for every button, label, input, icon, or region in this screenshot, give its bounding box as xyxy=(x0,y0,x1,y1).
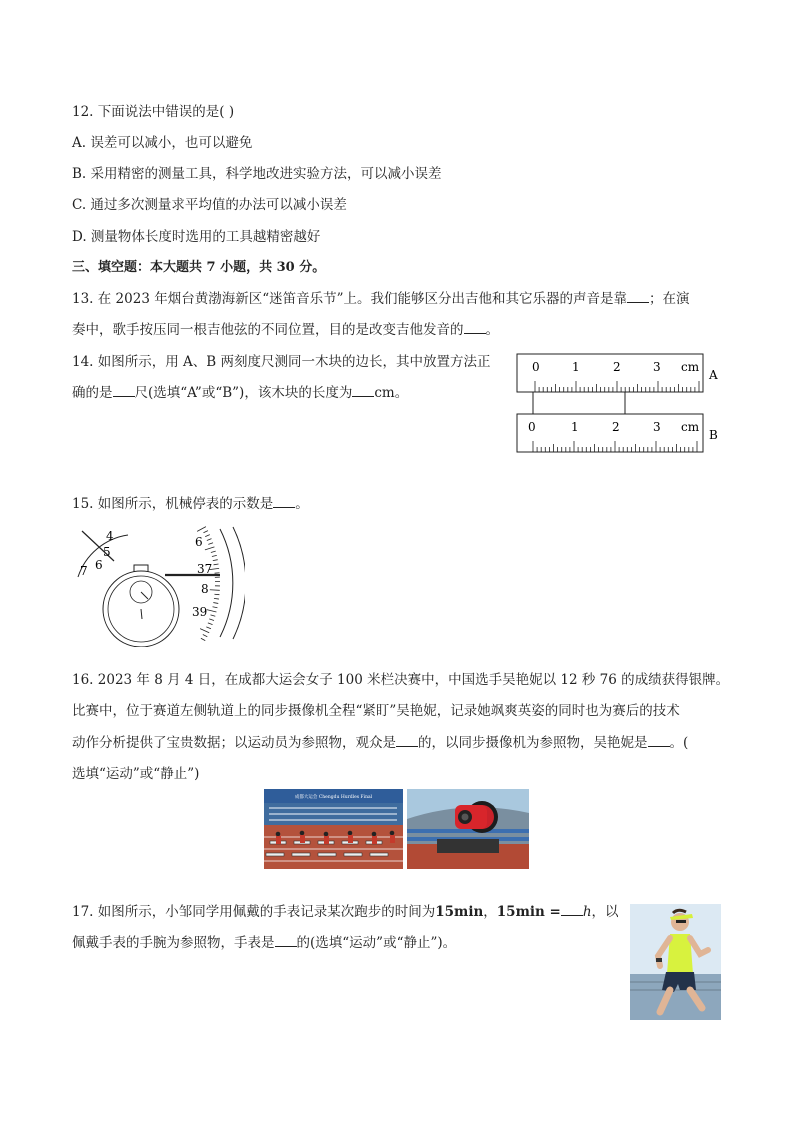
answer-blank[interactable] xyxy=(275,934,297,947)
dial-tick xyxy=(207,539,212,541)
section-header: 三、填空题：本大题共 7 小题，共 30 分。 xyxy=(72,260,326,275)
q16-line4: 选填“运动”或“静止”) xyxy=(72,766,200,782)
q17-text: 的(选填“运动”或“静止”)。 xyxy=(296,935,457,951)
ruler-figure xyxy=(510,350,730,456)
answer-blank[interactable] xyxy=(627,290,649,303)
q12-stem: 12. 下面说法中错误的是( ) xyxy=(72,104,235,120)
ruler-a-label-1: 1 xyxy=(572,360,580,374)
small-dial-label-4: 4 xyxy=(106,529,114,543)
tracking-camera-photo xyxy=(407,789,529,869)
ruler-a-label-0: 0 xyxy=(532,360,540,374)
q13-text: 奏中，歌手按压同一根吉他弦的不同位置，目的是改变吉他发音的 xyxy=(72,322,464,338)
q14-text: 尺(选填“A”或“B”)，该木块的长度为 xyxy=(134,385,353,401)
big-dial-label-8: 8 xyxy=(201,582,209,596)
answer-blank[interactable] xyxy=(352,384,374,397)
dial-tick xyxy=(209,619,214,621)
race-banner: 成都大运会 Chengdu Hurdles Final xyxy=(294,795,373,800)
q16-line1: 16. 2023 年 8 月 4 日，在成都大运会女子 100 米栏决赛中，中国选手吴艳妮以 12 秒 76 的成绩获得银牌。 xyxy=(72,672,730,688)
q15-stem xyxy=(72,495,309,513)
wood-block xyxy=(533,392,625,414)
q14-text: 确的是 xyxy=(72,385,113,401)
ruler-b-label-2: 2 xyxy=(612,420,620,434)
ruler-b-label-0: 0 xyxy=(528,420,536,434)
q13-text: 13. 在 2023 年烟台黄渤海新区“迷笛音乐节”上。我们能够区分出吉他和其它乐器的声音是靠 xyxy=(72,291,628,307)
dial-tick xyxy=(201,638,205,640)
q17-text: ，以 xyxy=(591,904,619,920)
dial-tick xyxy=(213,603,218,604)
q16-text: 动作分析提供了宝贵数据；以运动员为参照物，观众是 xyxy=(72,735,396,751)
dial-tick xyxy=(208,543,213,545)
dial-tick xyxy=(214,598,219,599)
answer-blank[interactable] xyxy=(273,495,295,508)
q13-text: ；在演 xyxy=(649,291,690,307)
dial-tick xyxy=(197,527,206,532)
small-dial-label-5: 5 xyxy=(103,545,111,559)
q14-line1: 14. 如图所示，用 A、B 两刻度尺测同一木块的边长，其中放置方法正 xyxy=(72,354,491,370)
ruler-b-name: B xyxy=(709,428,718,442)
q16-line3 xyxy=(72,734,688,752)
q12-option-a: A. 误差可以减小，也可以避免 xyxy=(72,135,253,151)
ruler-a-name: A xyxy=(709,368,718,382)
ruler-b-unit: cm xyxy=(681,420,700,434)
dial-tick xyxy=(206,627,211,629)
q12-option-c: C. 通过多次测量求平均值的办法可以减小误差 xyxy=(72,197,347,213)
big-dial-label-6: 6 xyxy=(195,535,203,549)
q15-text: 15. 如图所示，机械停表的示数是 xyxy=(72,496,274,512)
big-dial-outer-arc xyxy=(233,527,245,639)
q17-time-expression: 15min = xyxy=(496,904,561,920)
q12-option-b: B. 采用精密的测量工具，科学地改进实验方法，可以减小误差 xyxy=(72,166,442,182)
q17-text: 17. 如图所示，小邹同学用佩戴的手表记录某次跑步的时间为 xyxy=(72,904,436,920)
small-dial-label-6: 6 xyxy=(95,558,103,572)
big-dial-label-37: 37 xyxy=(197,562,213,576)
dial-tick xyxy=(212,555,217,556)
q13-text: 。 xyxy=(485,322,499,338)
q12-option-d: D. 测量物体长度时选用的工具越精密越好 xyxy=(72,229,321,245)
runner-photo xyxy=(630,904,721,1020)
small-dial-label-7: 7 xyxy=(80,564,88,578)
dial-tick xyxy=(213,607,218,608)
q17-unit: h xyxy=(582,904,592,920)
dial-tick xyxy=(208,623,213,625)
ruler-a-body xyxy=(517,354,703,392)
dial-tick xyxy=(205,547,215,550)
q13-line2 xyxy=(72,321,499,339)
ruler-a-unit: cm xyxy=(681,360,700,374)
q17-text: ， xyxy=(483,904,497,920)
q15-text: 。 xyxy=(295,496,309,512)
dial-tick xyxy=(200,629,209,633)
hurdles-race-photo xyxy=(264,789,403,869)
q16-line2: 比赛中，位于赛道左侧轨道上的同步摄像机全程“紧盯”吴艳妮，记录她飒爽英姿的同时也为赛后的技术 xyxy=(72,703,680,719)
big-dial-inner-arc xyxy=(220,529,233,637)
answer-blank[interactable] xyxy=(396,734,418,747)
big-dial-label-39: 39 xyxy=(192,605,208,619)
answer-blank[interactable] xyxy=(648,734,670,747)
ruler-b-body xyxy=(517,414,703,452)
dial-tick xyxy=(211,551,216,552)
dial-tick xyxy=(213,560,218,561)
dial-tick xyxy=(207,610,217,612)
answer-blank[interactable] xyxy=(464,321,486,334)
q16-text: 的，以同步摄像机为参照物，吴艳妮是 xyxy=(418,735,648,751)
dial-tick xyxy=(203,531,207,533)
dial-tick xyxy=(210,615,215,616)
q13-line1 xyxy=(72,290,690,308)
q14-line2 xyxy=(72,384,408,402)
q17-line1 xyxy=(72,903,619,921)
q17-line2 xyxy=(72,934,456,952)
dial-tick xyxy=(214,564,219,565)
answer-blank[interactable] xyxy=(113,384,135,397)
q17-text: 佩戴手表的手腕为参照物，手表是 xyxy=(72,935,275,951)
ruler-a-label-3: 3 xyxy=(653,360,661,374)
ruler-a-label-2: 2 xyxy=(613,360,621,374)
answer-blank[interactable] xyxy=(561,903,583,916)
q17-time-value: 15min xyxy=(435,904,484,920)
dial-tick xyxy=(210,590,220,591)
dial-tick xyxy=(203,634,207,636)
ruler-b-label-1: 1 xyxy=(571,420,579,434)
stopwatch-figure xyxy=(70,525,245,647)
q16-text: 。( xyxy=(669,735,689,751)
q14-text: cm。 xyxy=(374,385,409,401)
ruler-b-label-3: 3 xyxy=(653,420,661,434)
dial-tick xyxy=(205,535,210,537)
